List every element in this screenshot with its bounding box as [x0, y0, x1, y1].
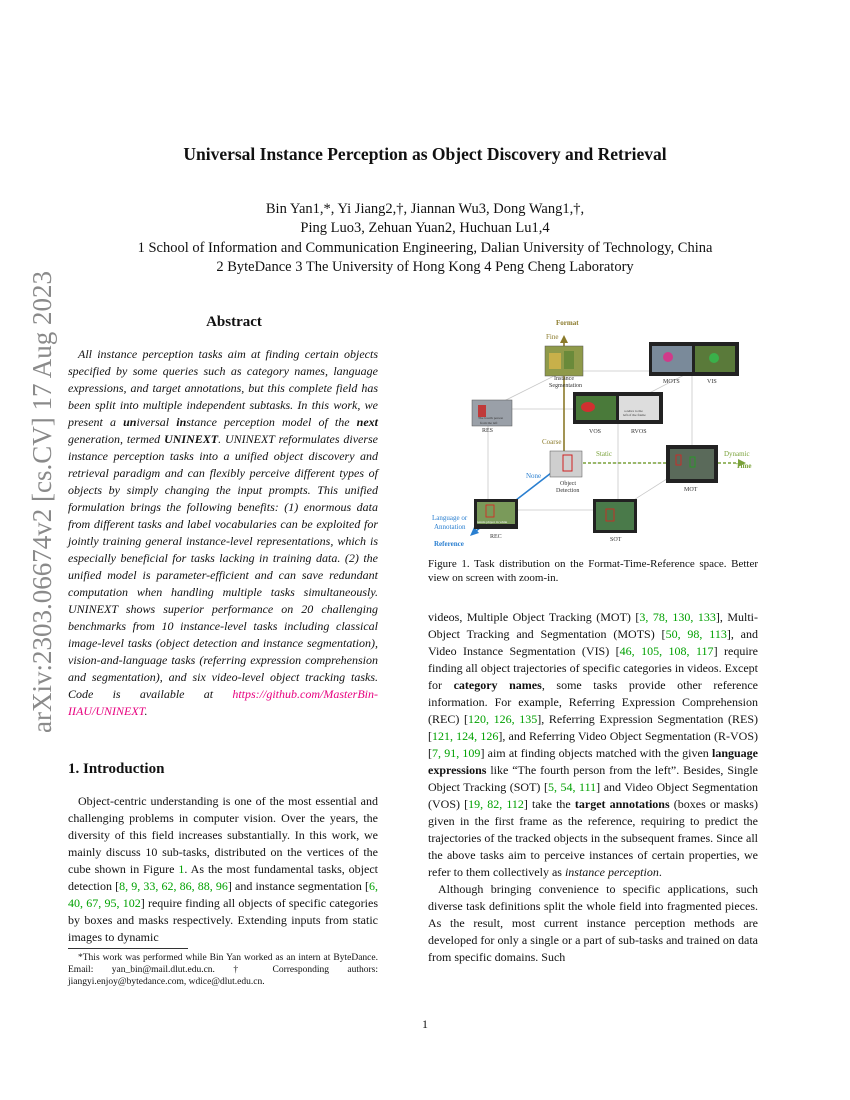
svg-text:from the left: from the left	[480, 421, 498, 425]
label-annotation: Annotation	[434, 523, 466, 531]
citation[interactable]: 120, 126, 135	[467, 712, 538, 726]
svg-text:left of the frame: left of the frame	[623, 413, 646, 417]
intro-heading: 1. Introduction	[68, 761, 165, 777]
affiliation-line-1: 1 School of Information and Communication Engineering, Dalian University of Technology, China	[137, 240, 713, 256]
instance-segmentation-node	[545, 346, 583, 389]
intro-left-column: Object-centric understanding is one of the most essential and challenging problems in computer vision. Over the years, the diversity of this field increases substantially. In this work, we mainly discuss 10 sub-tasks, distributed on the vertices of the cube shown in Figure 1. As the most fundamental tasks, object detection [8, 9, 33, 62, 86, 88, 96] and instance segmentation [6, 40, 67, 95, 102] require finding all objects of specific categories by boxes and masks respectively. Extending inputs from static images to dynamic	[68, 794, 378, 944]
page-number: 1	[422, 1017, 428, 1031]
authors-line-1: Bin Yan1,*, Yi Jiang2,†, Jiannan Wu3, Dong Wang1,†,	[265, 201, 585, 217]
svg-text:MOT: MOT	[684, 487, 698, 493]
authors-line-2: Ping Luo3, Zehuan Yuan2, Huchuan Lu1,4	[300, 220, 550, 236]
abstract-heading: Abstract	[206, 314, 262, 330]
mots-vis-node	[649, 342, 739, 385]
label-coarse: Coarse	[542, 438, 562, 446]
citation[interactable]: 50, 98, 113	[665, 627, 727, 641]
svg-text:REC: REC	[490, 534, 502, 540]
label-format: Format	[556, 319, 579, 327]
svg-text:a zebra to the: a zebra to the	[624, 409, 643, 413]
label-none: None	[526, 472, 542, 480]
mot-node	[666, 445, 718, 493]
label-time: Time	[736, 462, 752, 470]
rec-node	[474, 499, 518, 540]
affiliation-line-2: 2 ByteDance 3 The University of Hong Kong 4 Peng Cheng Laboratory	[216, 259, 634, 275]
svg-text:RVOS: RVOS	[631, 429, 647, 435]
citation[interactable]: 46, 105, 108, 117	[619, 644, 714, 658]
svg-text:MOTS: MOTS	[663, 379, 680, 385]
citation[interactable]: 3, 78, 130, 133	[639, 610, 716, 624]
figure-1	[428, 313, 758, 551]
format-axis-arrow-icon	[560, 335, 568, 343]
svg-text:Object: Object	[560, 481, 576, 487]
label-reference: Reference	[434, 540, 464, 548]
paper-title: Universal Instance Perception as Object Discovery and Retrieval	[183, 144, 667, 164]
citation[interactable]: 7, 91, 109	[432, 746, 481, 760]
svg-text:The fourth person: The fourth person	[478, 416, 504, 420]
cube-edges	[488, 371, 692, 510]
footnote: *This work was performed while Bin Yan worked as an intern at ByteDance. Email: yan_bin@mail.dlut.edu.cn. † Corresponding authors: jiangyi.enjoy@bytedance.com, wdice@dlut.edu.cn.	[68, 953, 378, 987]
citation[interactable]: 6, 40, 67, 95, 102	[68, 879, 378, 910]
intro-right-paragraph-2: Although bringing convenience to specific applications, such diverse task definitions split the whole field into fragmented pieces. As the result, most current instance perception methods are developed for only a single or a part of sub-tasks and trained on data from specific domains. Such	[428, 882, 758, 964]
arxiv-identifier: arXiv:2303.06674v2 [cs.CV] 17 Aug 2023	[27, 271, 57, 733]
object-detection-node	[550, 451, 582, 494]
citation[interactable]: 5, 54, 111	[547, 780, 597, 794]
label-dynamic: Dynamic	[724, 450, 750, 458]
intro-right-column: videos, Multiple Object Tracking (MOT) [3, 78, 130, 133], Multi-Object Tracking and Segmentation (MOTS) [50, 98, 113], and Video Instance Segmentation (VIS) [46, 105, 108, 117] require finding all object trajectories of specific categories in videos. Except for category names, some tasks provide other reference information. For example, Referring Expression Comprehension (REC) [120, 126, 135], Referring Expression Segmentation (RES) [121, 124, 126], and Referring Video Object Segmentation (R-VOS) [7, 91, 109] aim at finding objects matched with the given language expressions like “The fourth person from the left”. Besides, Single Object Tracking (SOT) [5, 54, 111] and Video Object Segmentation (VOS) [19, 82, 112] take the target annotations (boxes or masks) given in the first frame as the reference, requiring to predict the trajectories of the tracked objects in the subsequent frames. Since all the above tasks aim to perceive instances of certain properties, we refer to them collectively as instance perception. Although bringing convenience to specific applications, such diverse task definitions split the whole field into fragmented pieces. As the result, most current instance perception methods are developed for only a single or a part of sub-tasks and trained on data from specific domains. Such	[428, 610, 759, 964]
label-static: Static	[596, 450, 612, 458]
svg-text:tennis player in white: tennis player in white	[477, 520, 508, 524]
abstract-body: All instance perception tasks aim at finding certain objects specified by some queries such as category names, language expressions, and target annotations, but this complete field has been split into multiple independent subtasks. In this work, we present a universal instance perception model of the next generation, termed UNINEXT. UNINEXT reformulates diverse instance perception tasks into a unified object discovery and retrieval paradigm and can flexibly perceive different types of objects by simply changing the input prompts. This unified formulation brings the following benefits: (1) enormous data from different tasks and label vocabularies can be exploited for jointly training general instance-level representations, which is especially beneficial for tasks lacking in training data. (2) the unified model is parameter-efficient and can save redundant computation when handling multiple tasks simultaneously. UNINEXT shows superior performance on 20 challenging benchmarks from 10 instance-level tasks including classical image-level tasks (object detection and instance segmentation), vision-and-language tasks (referring expression comprehension and segmentation), and six video-level object tracking tasks. Code is available at https://github.com/MasterBin-IIAU/UNINEXT.	[68, 347, 379, 718]
citation[interactable]: 19, 82, 112	[468, 797, 524, 811]
citation[interactable]: 8, 9, 33, 62, 86, 88, 96	[119, 879, 228, 893]
res-node	[472, 400, 512, 434]
svg-text:Segmentation: Segmentation	[549, 383, 582, 389]
label-fine: Fine	[546, 333, 559, 341]
footnote-rule	[68, 948, 188, 949]
svg-text:RES: RES	[482, 428, 494, 434]
label-language: Language or	[432, 514, 468, 522]
svg-text:Detection: Detection	[556, 488, 580, 494]
figure-caption: Figure 1. Task distribution on the Format-Time-Reference space. Better view on screen with zoom-in.	[428, 558, 758, 584]
svg-text:Instance: Instance	[554, 376, 574, 382]
svg-text:SOT: SOT	[610, 537, 622, 543]
svg-text:VOS: VOS	[589, 429, 602, 435]
sot-node	[593, 499, 637, 543]
code-link[interactable]: https://github.com/MasterBin-IIAU/UNINEXT	[68, 687, 378, 718]
citation[interactable]: 121, 124, 126	[432, 729, 499, 743]
figure-ref[interactable]: 1	[178, 862, 185, 876]
svg-text:VIS: VIS	[707, 379, 717, 385]
